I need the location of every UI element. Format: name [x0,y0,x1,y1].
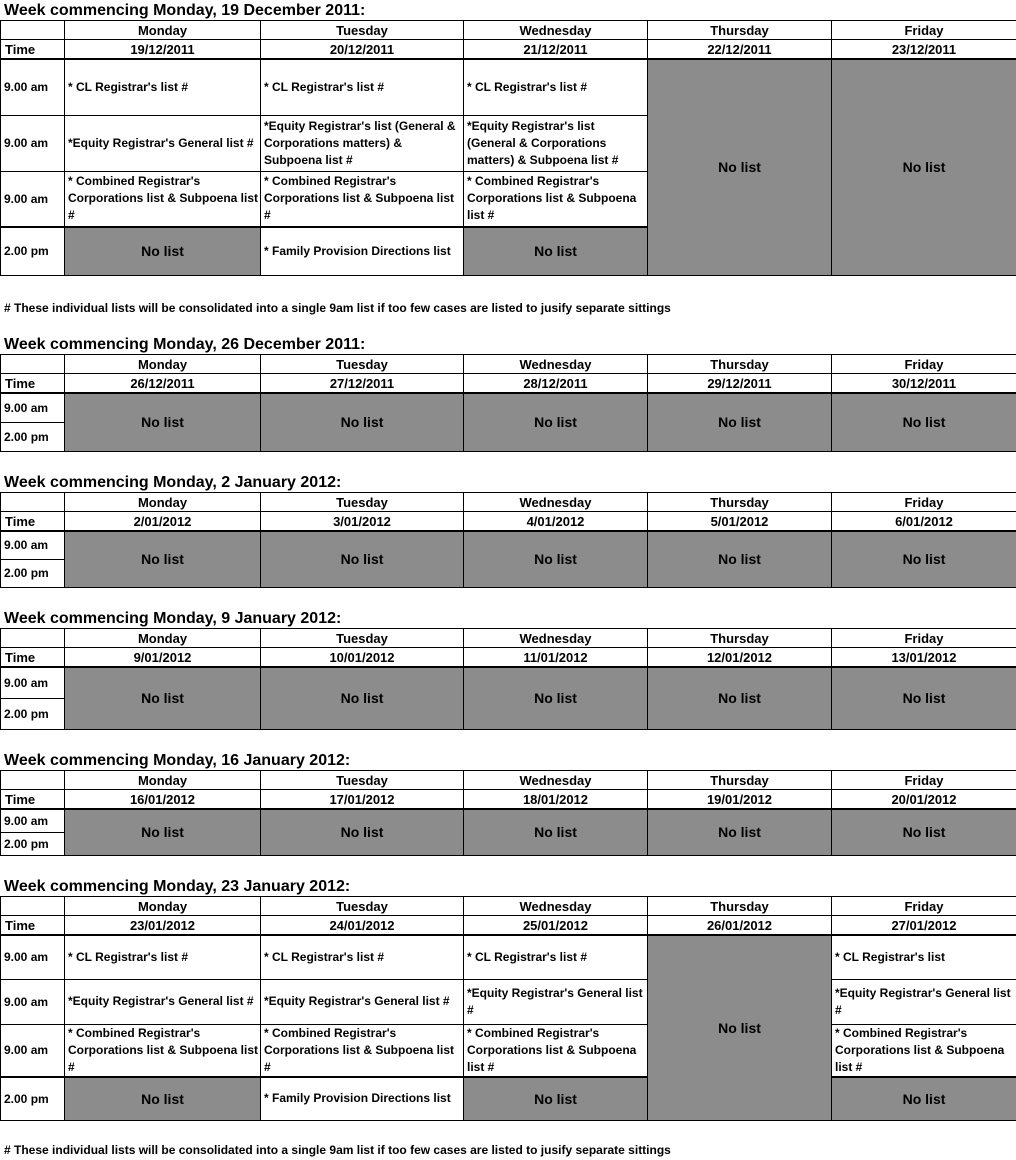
date-header: 29/12/2011 [648,374,832,394]
date-header: 9/01/2012 [65,648,261,668]
day-header-row [1,21,1016,40]
week-section-3 [0,474,1016,588]
list-cell: * Combined Registrar's Corporations list & Subpoena list # [261,171,464,227]
session-row [1,1077,1016,1121]
week-section-4 [0,610,1016,730]
week-title: Week commencing Monday, 26 December 2011: [4,336,366,353]
no-list-cell: No list [65,393,261,451]
day-header: Thursday [648,355,832,374]
date-header: 4/01/2012 [464,512,648,532]
date-header: 27/12/2011 [261,374,464,394]
session-time: 2.00 pm [1,559,65,587]
week-table [0,354,1016,452]
session-time: 9.00 am [1,59,65,115]
week-table [0,770,1016,856]
session-row [1,979,1016,1024]
day-header: Tuesday [261,629,464,648]
date-header: 23/01/2012 [65,916,261,936]
date-header-row [1,790,1016,810]
date-header: 23/12/2011 [832,40,1016,60]
blank-header-cell [1,629,65,648]
list-cell: * CL Registrar's list # [464,935,648,979]
no-list-cell: No list [832,1077,1016,1121]
week-title: Week commencing Monday, 16 January 2012: [4,752,351,769]
session-time: 2.00 pm [1,1077,65,1121]
list-cell: * Combined Registrar's Corporations list & Subpoena list # [65,1024,261,1077]
no-list-cell: No list [261,393,464,451]
list-cell: * Family Provision Directions list [261,227,464,275]
list-cell: * Combined Registrar's Corporations list & Subpoena list # [261,1024,464,1077]
no-list-cell: No list [65,1077,261,1121]
no-list-cell: No list [832,809,1016,855]
day-header: Tuesday [261,771,464,790]
day-header: Friday [832,21,1016,40]
time-header: Time [1,916,65,936]
no-list-cell: No list [261,809,464,855]
no-list-cell: No list [832,59,1016,275]
day-header: Friday [832,771,1016,790]
date-header: 26/01/2012 [648,916,832,936]
date-header: 20/12/2011 [261,40,464,60]
list-cell: *Equity Registrar's General list # [65,115,261,171]
week-section-1 [0,2,1016,276]
day-header: Tuesday [261,21,464,40]
session-time: 9.00 am [1,393,65,422]
day-header: Monday [65,355,261,374]
no-list-cell: No list [464,809,648,855]
list-cell: * CL Registrar's list # [65,935,261,979]
date-header: 3/01/2012 [261,512,464,532]
date-header-row [1,512,1016,532]
blank-header-cell [1,355,65,374]
date-header: 24/01/2012 [261,916,464,936]
session-row [1,531,1016,559]
session-row [1,809,1016,832]
session-row [1,59,1016,115]
date-header: 10/01/2012 [261,648,464,668]
time-header: Time [1,790,65,810]
week-section-5 [0,752,1016,856]
session-time: 9.00 am [1,935,65,979]
no-list-cell: No list [648,667,832,729]
week-table [0,896,1016,1121]
no-list-cell: No list [65,227,261,275]
consolidation-note: # These individual lists will be consolidated into a single 9am list if too few cases are listed to jusify separate sittings [4,1143,671,1157]
no-list-cell: No list [648,393,832,451]
blank-header-cell [1,897,65,916]
week-section-2 [0,336,1016,452]
day-header: Monday [65,629,261,648]
week-table [0,628,1016,730]
day-header: Tuesday [261,355,464,374]
date-header: 21/12/2011 [464,40,648,60]
session-time: 9.00 am [1,809,65,832]
week-title: Week commencing Monday, 9 January 2012: [4,610,342,627]
time-header: Time [1,648,65,668]
list-cell: * Combined Registrar's Corporations list & Subpoena list # [832,1024,1016,1077]
date-header-row [1,40,1016,60]
week-table [0,492,1016,588]
day-header: Friday [832,493,1016,512]
no-list-cell: No list [464,531,648,587]
no-list-cell: No list [464,667,648,729]
list-cell: *Equity Registrar's General list # [261,979,464,1024]
session-time: 9.00 am [1,979,65,1024]
date-header-row [1,648,1016,668]
date-header: 13/01/2012 [832,648,1016,668]
no-list-cell: No list [464,1077,648,1121]
list-cell: *Equity Registrar's General list # [832,979,1016,1024]
date-header: 22/12/2011 [648,40,832,60]
no-list-cell: No list [65,531,261,587]
time-header: Time [1,40,65,60]
date-header: 5/01/2012 [648,512,832,532]
week-title: Week commencing Monday, 19 December 2011: [4,2,366,19]
day-header-row [1,355,1016,374]
day-header: Friday [832,355,1016,374]
day-header: Thursday [648,897,832,916]
day-header-row [1,897,1016,916]
day-header: Wednesday [464,355,648,374]
list-cell: * CL Registrar's list # [464,59,648,115]
day-header: Wednesday [464,629,648,648]
session-time: 9.00 am [1,1024,65,1077]
day-header: Friday [832,897,1016,916]
no-list-cell: No list [832,393,1016,451]
date-header: 17/01/2012 [261,790,464,810]
list-cell: * CL Registrar's list [832,935,1016,979]
week-title: Week commencing Monday, 23 January 2012: [4,878,351,895]
date-header: 2/01/2012 [65,512,261,532]
day-header-row [1,493,1016,512]
day-header: Tuesday [261,897,464,916]
date-header: 18/01/2012 [464,790,648,810]
consolidation-note: # These individual lists will be consolidated into a single 9am list if too few cases are listed to jusify separate sittings [4,301,671,315]
list-cell: * Combined Registrar's Corporations list & Subpoena list # [65,171,261,227]
date-header: 25/01/2012 [464,916,648,936]
session-time: 9.00 am [1,171,65,227]
list-cell: *Equity Registrar's General list # [464,979,648,1024]
day-header: Wednesday [464,897,648,916]
no-list-cell: No list [464,393,648,451]
list-cell: * Combined Registrar's Corporations list & Subpoena list # [464,171,648,227]
day-header: Monday [65,493,261,512]
day-header: Wednesday [464,771,648,790]
date-header: 26/12/2011 [65,374,261,394]
day-header: Monday [65,897,261,916]
session-time: 2.00 pm [1,227,65,275]
day-header: Monday [65,771,261,790]
session-time: 2.00 pm [1,698,65,729]
date-header: 16/01/2012 [65,790,261,810]
list-cell: *Equity Registrar's list (General & Corporations matters) & Subpoena list # [464,115,648,171]
no-list-cell: No list [832,531,1016,587]
time-header: Time [1,374,65,394]
date-header: 28/12/2011 [464,374,648,394]
no-list-cell: No list [464,227,648,275]
session-time: 9.00 am [1,667,65,698]
day-header: Thursday [648,771,832,790]
no-list-cell: No list [648,531,832,587]
date-header: 19/01/2012 [648,790,832,810]
list-cell: *Equity Registrar's list (General & Corporations matters) & Subpoena list # [261,115,464,171]
day-header: Thursday [648,21,832,40]
no-list-cell: No list [648,809,832,855]
session-time: 9.00 am [1,531,65,559]
list-cell: *Equity Registrar's General list # [65,979,261,1024]
no-list-cell: No list [261,531,464,587]
list-cell: * Combined Registrar's Corporations list & Subpoena list # [464,1024,648,1077]
session-time: 9.00 am [1,115,65,171]
day-header-row [1,771,1016,790]
date-header: 19/12/2011 [65,40,261,60]
no-list-cell: No list [648,59,832,275]
no-list-cell: No list [832,667,1016,729]
session-time: 2.00 pm [1,832,65,855]
list-cell: * Family Provision Directions list [261,1077,464,1121]
no-list-cell: No list [65,809,261,855]
day-header: Monday [65,21,261,40]
date-header: 20/01/2012 [832,790,1016,810]
date-header-row [1,916,1016,936]
session-row [1,1024,1016,1077]
no-list-cell: No list [261,667,464,729]
session-row [1,667,1016,698]
day-header: Thursday [648,493,832,512]
session-row [1,393,1016,422]
date-header: 30/12/2011 [832,374,1016,394]
day-header: Tuesday [261,493,464,512]
date-header: 6/01/2012 [832,512,1016,532]
blank-header-cell [1,21,65,40]
week-section-6 [0,878,1016,1121]
day-header: Wednesday [464,493,648,512]
day-header: Thursday [648,629,832,648]
date-header: 12/01/2012 [648,648,832,668]
day-header: Friday [832,629,1016,648]
date-header-row [1,374,1016,394]
no-list-cell: No list [65,667,261,729]
time-header: Time [1,512,65,532]
date-header: 27/01/2012 [832,916,1016,936]
day-header-row [1,629,1016,648]
blank-header-cell [1,493,65,512]
list-cell: * CL Registrar's list # [261,59,464,115]
list-cell: * CL Registrar's list # [65,59,261,115]
list-cell: * CL Registrar's list # [261,935,464,979]
session-row [1,935,1016,979]
week-title: Week commencing Monday, 2 January 2012: [4,474,342,491]
day-header: Wednesday [464,21,648,40]
blank-header-cell [1,771,65,790]
week-table [0,20,1016,276]
session-time: 2.00 pm [1,422,65,451]
date-header: 11/01/2012 [464,648,648,668]
no-list-cell: No list [648,935,832,1121]
